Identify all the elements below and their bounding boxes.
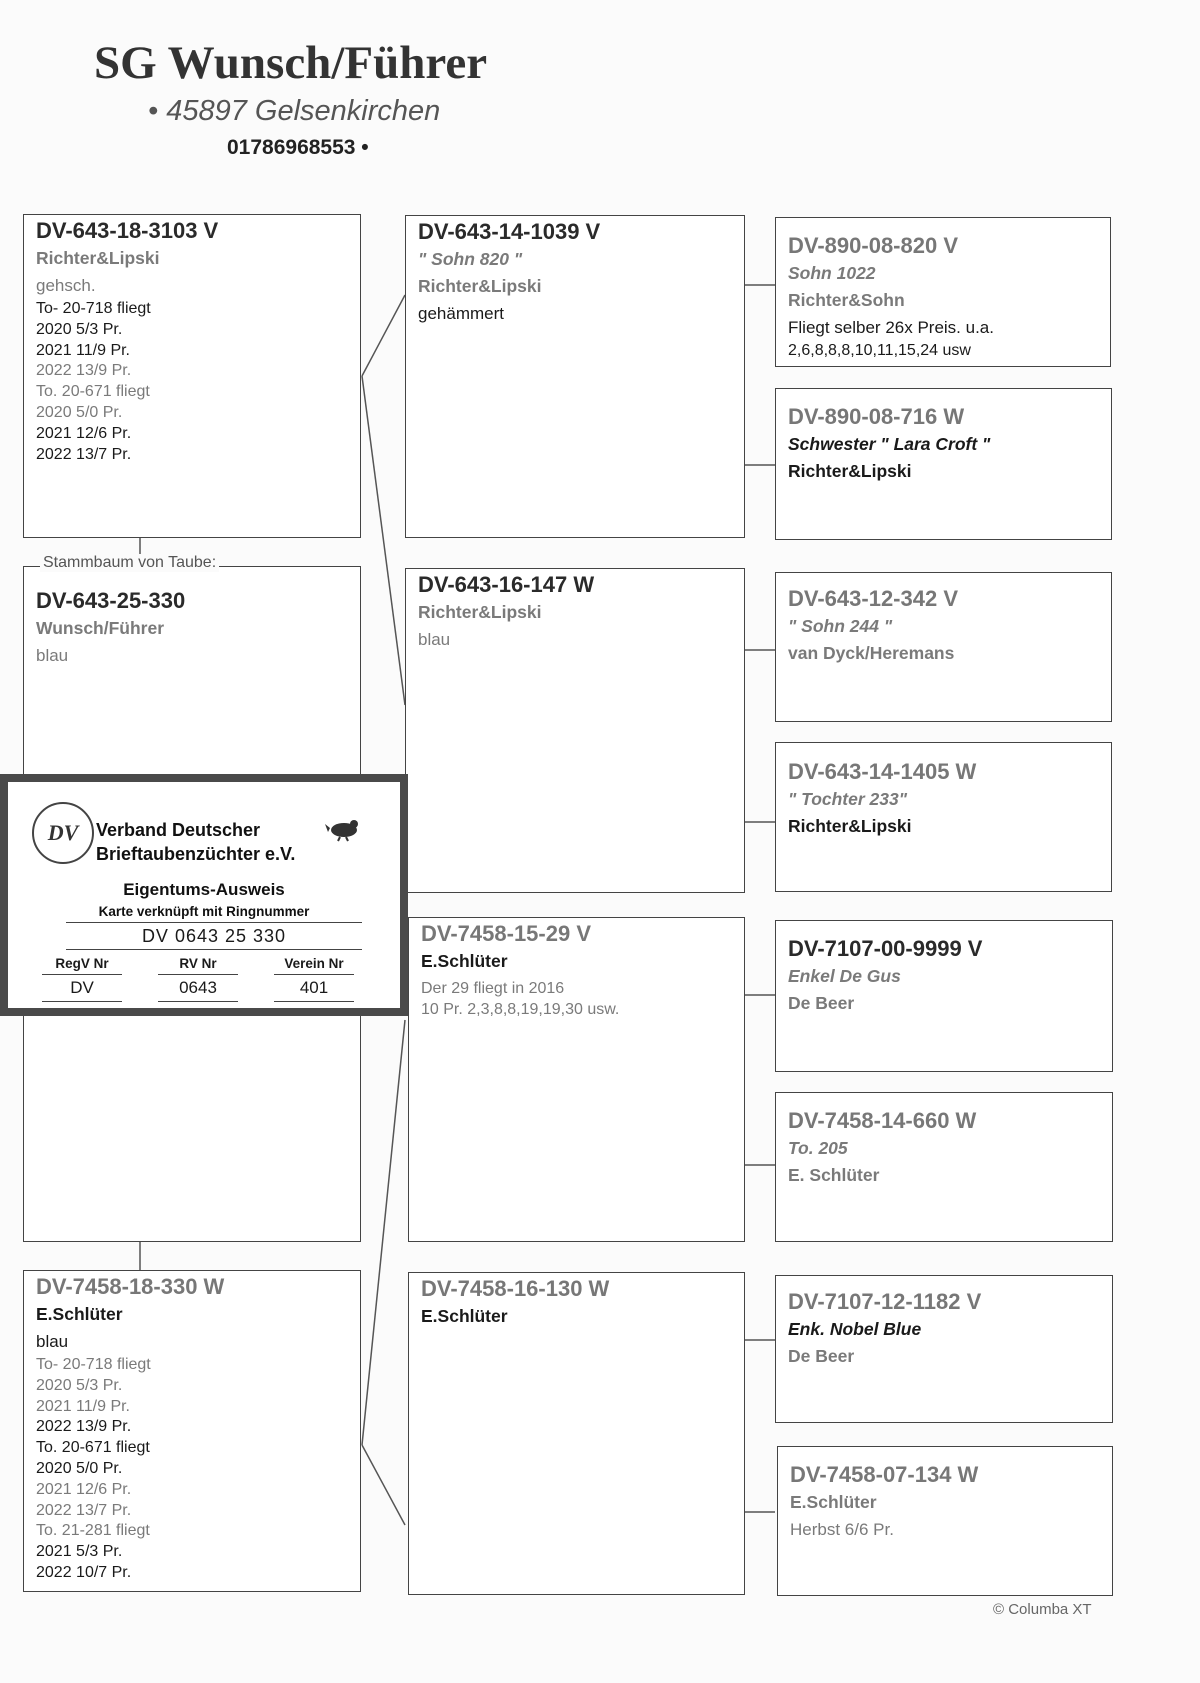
great-grandparent-fff-note: 2,6,8,8,8,10,11,15,24 usw: [788, 342, 971, 359]
father-note: To- 20-718 fliegt: [36, 300, 151, 317]
father-note: 2020 5/3 Pr.: [36, 320, 123, 338]
vdb-logo-icon: [32, 802, 94, 864]
grandparent-mf-breeder: E.Schlüter: [421, 951, 508, 971]
great-grandparent-fff-note: Sohn 1022: [788, 263, 876, 283]
breeder-city: • 45897 Gelsenkirchen: [148, 95, 441, 127]
pigeon-icon: [324, 814, 364, 842]
owner-card-organisation: [96, 818, 295, 866]
grandparent-ff-color: gehämmert: [418, 304, 504, 323]
great-grandparent-mfm-note: To. 205: [788, 1138, 848, 1158]
owner-card-verein: [274, 954, 354, 1002]
owner-card-rv: [158, 954, 238, 1002]
great-grandparent-mmm-box: [777, 1446, 1113, 1596]
grandparent-mm-ring: DV-7458-16-130 W: [421, 1276, 610, 1301]
mother-color: blau: [36, 1332, 69, 1351]
mother-note: 2022 13/7 Pr.: [36, 1501, 132, 1519]
father-breeder: Richter&Lipski: [36, 248, 160, 268]
great-grandparent-fmm-box: [775, 742, 1112, 892]
grandparent-mf-ring: DV-7458-15-29 V: [421, 921, 591, 946]
great-grandparent-mmf-breeder: De Beer: [788, 1346, 855, 1366]
grandparent-fm-ring: DV-643-16-147 W: [418, 572, 595, 597]
subject-color: blau: [36, 646, 69, 665]
regv-value: DV: [42, 974, 122, 1002]
regv-label: RegV Nr: [55, 956, 109, 971]
great-grandparent-ffm-box: [775, 388, 1112, 540]
owner-card-body: [8, 782, 400, 1008]
great-grandparent-mff-note: Enkel De Gus: [788, 966, 901, 986]
grandparent-mf-note: Der 29 fliegt in 2016: [421, 980, 565, 997]
owner-card-org-line: Verband Deutscher: [96, 820, 261, 840]
mother-note: 2020 5/3 Pr.: [36, 1376, 123, 1394]
great-grandparent-fff-note: Fliegt selber 26x Preis. u.a.: [788, 318, 994, 337]
great-grandparent-mfm-breeder: E. Schlüter: [788, 1165, 880, 1185]
great-grandparent-mmf-note: Enk. Nobel Blue: [788, 1319, 922, 1339]
great-grandparent-fmm-ring: DV-643-14-1405 W: [788, 759, 977, 784]
great-grandparent-fff-ring: DV-890-08-820 V: [788, 233, 958, 258]
mother-ring: DV-7458-18-330 W: [36, 1274, 225, 1299]
subject-breeder: Wunsch/Führer: [36, 618, 165, 638]
father-note: 2021 12/6 Pr.: [36, 424, 132, 442]
grandparent-ff-ring: DV-643-14-1039 V: [418, 219, 601, 244]
grandparent-ff-box: [405, 215, 745, 538]
father-note: To. 20-671 fliegt: [36, 383, 150, 401]
mother-note: To. 20-671 fliegt: [36, 1439, 150, 1457]
great-grandparent-fmf-ring: DV-643-12-342 V: [788, 586, 958, 611]
breeder-phone: 01786968553 •: [227, 136, 369, 159]
father-ring: DV-643-18-3103 V: [36, 218, 219, 243]
great-grandparent-mfm-box: [775, 1092, 1113, 1242]
grandparent-mf-box: [408, 917, 745, 1242]
father-note: 2021 11/9 Pr.: [36, 341, 130, 359]
grandparent-fm-breeder: Richter&Lipski: [418, 602, 542, 622]
mother-note: 2022 13/9 Pr.: [36, 1418, 132, 1436]
grandparent-ff-breeder: Richter&Lipski: [418, 276, 542, 296]
mother-note: To- 20-718 fliegt: [36, 1356, 151, 1373]
breeder-name: SG Wunsch/Führer: [94, 37, 488, 89]
grandparent-fm-color: blau: [418, 630, 451, 649]
owner-card: [0, 774, 408, 1016]
mother-note: 2020 5/0 Pr.: [36, 1459, 123, 1477]
great-grandparent-fmm-breeder: Richter&Lipski: [788, 816, 912, 836]
grandparent-ff-note: " Sohn 820 ": [418, 249, 523, 269]
rv-value: 0643: [158, 974, 238, 1002]
vdb-logo-text: DV: [47, 820, 79, 845]
great-grandparent-mfm-ring: DV-7458-14-660 W: [788, 1108, 977, 1133]
great-grandparent-mff-ring: DV-7107-00-9999 V: [788, 936, 983, 961]
grandparent-mm-breeder: E.Schlüter: [421, 1306, 508, 1326]
great-grandparent-fmf-breeder: van Dyck/Heremans: [788, 643, 955, 663]
mother-note: To. 21-281 fliegt: [36, 1522, 150, 1540]
father-color: gehsch.: [36, 276, 96, 295]
owner-card-ring-number: DV 0643 25 330: [66, 922, 362, 950]
great-grandparent-fff-box: [775, 217, 1111, 367]
mother-box: [23, 1270, 361, 1592]
grandparent-fm-box: [405, 568, 745, 893]
owner-card-regv: [42, 954, 122, 1002]
verein-label: Verein Nr: [284, 956, 344, 971]
great-grandparent-mmm-note: Herbst 6/6 Pr.: [790, 1520, 894, 1539]
mother-breeder: E.Schlüter: [36, 1304, 123, 1324]
pedigree-legend: Stammbaum von Taube:: [40, 554, 219, 572]
great-grandparent-fmm-note: " Tochter 233": [788, 789, 908, 809]
great-grandparent-mff-box: [775, 920, 1113, 1072]
father-note: 2022 13/7 Pr.: [36, 445, 132, 463]
owner-card-org-line: Brieftaubenzüchter e.V.: [96, 844, 296, 864]
copyright-notice: © Columba XT: [993, 1601, 1092, 1618]
great-grandparent-mmf-box: [775, 1275, 1113, 1423]
mother-note: 2021 5/3 Pr.: [36, 1543, 123, 1561]
owner-card-title: Eigentums-Ausweis: [123, 880, 285, 899]
grandparent-mf-note: 10 Pr. 2,3,8,8,19,19,30 usw.: [421, 1000, 620, 1018]
mother-note: 2021 11/9 Pr.: [36, 1397, 130, 1415]
great-grandparent-mff-breeder: De Beer: [788, 993, 855, 1013]
mother-note: 2021 12/6 Pr.: [36, 1480, 132, 1498]
great-grandparent-fff-breeder: Richter&Sohn: [788, 290, 905, 310]
great-grandparent-ffm-breeder: Richter&Lipski: [788, 461, 912, 481]
rv-label: RV Nr: [179, 956, 217, 971]
father-note: 2020 5/0 Pr.: [36, 403, 123, 421]
subject-ring: DV-643-25-330: [36, 588, 186, 613]
great-grandparent-ffm-ring: DV-890-08-716 W: [788, 404, 965, 429]
great-grandparent-mmm-ring: DV-7458-07-134 W: [790, 1462, 979, 1487]
verein-value: 401: [274, 974, 354, 1002]
owner-card-subtitle: Karte verknüpft mit Ringnummer: [98, 904, 310, 919]
great-grandparent-mmm-breeder: E.Schlüter: [790, 1492, 877, 1512]
great-grandparent-ffm-note: Schwester " Lara Croft ": [788, 434, 991, 454]
great-grandparent-fmf-note: " Sohn 244 ": [788, 616, 893, 636]
great-grandparent-mmf-ring: DV-7107-12-1182 V: [788, 1289, 982, 1314]
father-note: 2022 13/9 Pr.: [36, 362, 132, 380]
mother-note: 2022 10/7 Pr.: [36, 1563, 132, 1581]
great-grandparent-fmf-box: [775, 572, 1112, 722]
grandparent-mm-box: [408, 1272, 745, 1595]
father-box: [23, 214, 361, 538]
